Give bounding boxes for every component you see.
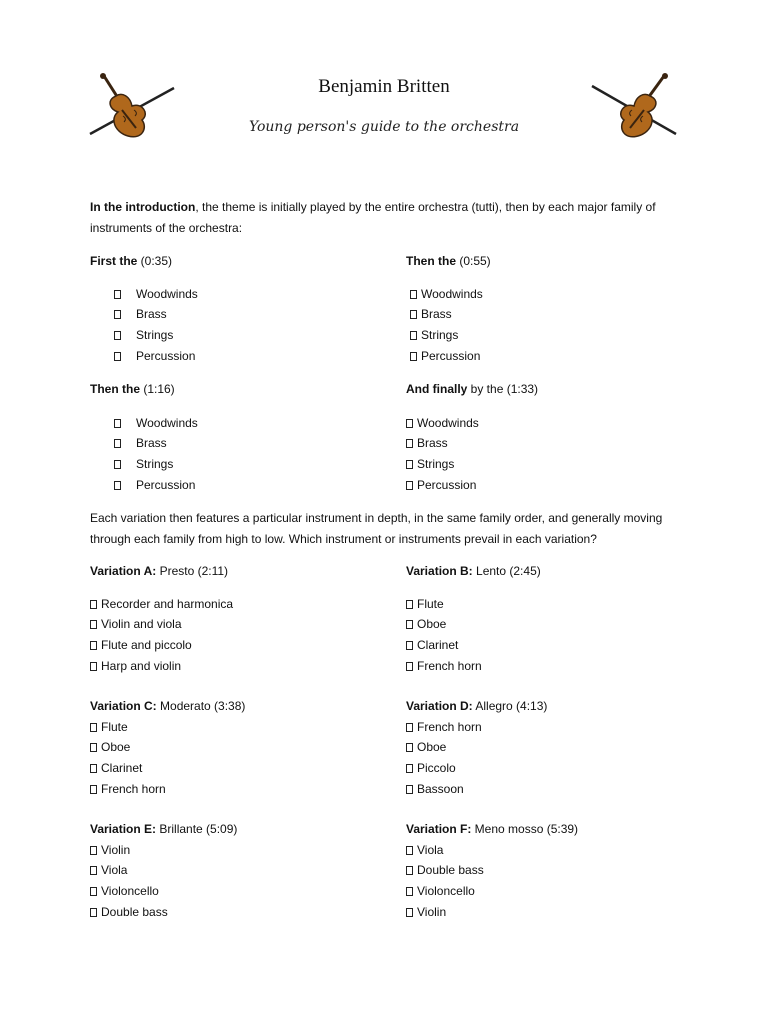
intro-keyword: In the introduction — [90, 200, 196, 214]
checkbox-icon[interactable] — [114, 460, 121, 469]
checkbox-option[interactable]: Violin and viola — [90, 614, 390, 635]
checkbox-icon[interactable] — [114, 352, 121, 361]
checkbox-icon[interactable] — [406, 908, 413, 917]
checkbox-option[interactable]: Piccolo — [406, 758, 706, 779]
violin-icon — [588, 70, 680, 142]
checkbox-option[interactable]: Woodwinds — [406, 284, 706, 305]
checkbox-option[interactable]: Violin — [406, 902, 706, 923]
checkbox-icon[interactable] — [410, 290, 417, 299]
checkbox-option[interactable]: Strings — [90, 454, 390, 475]
variation-label: Variation F: — [406, 822, 472, 836]
section-label: And finally — [406, 382, 468, 396]
checkbox-icon[interactable] — [90, 600, 97, 609]
checkbox-option[interactable]: Woodwinds — [90, 413, 390, 434]
checkbox-option[interactable]: Woodwinds — [406, 413, 706, 434]
checkbox-option[interactable]: Violoncello — [90, 881, 390, 902]
checkbox-option[interactable]: Double bass — [406, 860, 706, 881]
variations-paragraph: Each variation then features a particular instrument in depth, in the same family order, and generally moving through each family from high to low. Which instrument or instruments prevail in each variation? — [90, 511, 663, 546]
checkbox-icon[interactable] — [406, 887, 413, 896]
checkbox-option[interactable]: French horn — [406, 717, 706, 738]
checkbox-icon[interactable] — [90, 764, 97, 773]
checkbox-icon[interactable] — [90, 620, 97, 629]
checkbox-icon[interactable] — [406, 600, 413, 609]
checkbox-option[interactable]: Woodwinds — [90, 284, 390, 305]
checkbox-icon[interactable] — [114, 481, 121, 490]
checkbox-icon[interactable] — [406, 460, 413, 469]
checkbox-option[interactable]: Oboe — [406, 614, 706, 635]
section-finally — [406, 379, 706, 496]
variation-label: Variation C: — [90, 699, 157, 713]
section-label: Then the — [406, 254, 456, 268]
variation-label: Variation E: — [90, 822, 157, 836]
intro-text: , the theme is initially played by the entire orchestra (tutti), then by each major family of instruments of the orchestra: — [90, 200, 656, 235]
checkbox-icon[interactable] — [406, 481, 413, 490]
checkbox-icon[interactable] — [90, 887, 97, 896]
checkbox-icon[interactable] — [90, 866, 97, 875]
checkbox-option[interactable]: Oboe — [90, 737, 390, 758]
section-first — [90, 251, 390, 367]
checkbox-option[interactable]: Strings — [406, 454, 706, 475]
checkbox-icon[interactable] — [410, 352, 417, 361]
checkbox-icon[interactable] — [410, 310, 417, 319]
page-subtitle: Young person's guide to the orchestra — [248, 119, 520, 135]
checkbox-icon[interactable] — [406, 866, 413, 875]
checkbox-option[interactable]: Viola — [406, 840, 706, 861]
checkbox-option[interactable]: Percussion — [90, 475, 390, 496]
checkbox-option[interactable]: Flute and piccolo — [90, 635, 390, 656]
variation-d — [406, 696, 706, 800]
checkbox-option[interactable]: Viola — [90, 860, 390, 881]
checkbox-option[interactable]: Brass — [90, 304, 390, 325]
checkbox-option[interactable]: Brass — [406, 304, 706, 325]
checkbox-option[interactable]: Bassoon — [406, 779, 706, 800]
variation-tempo: Allegro (4:13) — [472, 699, 548, 713]
checkbox-option[interactable]: Double bass — [90, 902, 390, 923]
checkbox-icon[interactable] — [114, 419, 121, 428]
checkbox-option[interactable]: Clarinet — [90, 758, 390, 779]
checkbox-option[interactable]: French horn — [406, 656, 706, 677]
checkbox-icon[interactable] — [114, 310, 121, 319]
variation-c — [90, 696, 390, 800]
checkbox-icon[interactable] — [90, 743, 97, 752]
variation-tempo: Presto (2:11) — [156, 564, 229, 578]
checkbox-option[interactable]: Harp and violin — [90, 656, 390, 677]
section-time: (1:16) — [140, 382, 175, 396]
checkbox-icon[interactable] — [406, 439, 413, 448]
checkbox-icon[interactable] — [406, 419, 413, 428]
section-time: (0:55) — [456, 254, 491, 268]
checkbox-icon[interactable] — [90, 641, 97, 650]
checkbox-icon[interactable] — [406, 620, 413, 629]
checkbox-icon[interactable] — [90, 908, 97, 917]
checkbox-option[interactable]: Brass — [406, 433, 706, 454]
section-label: Then the — [90, 382, 140, 396]
checkbox-icon[interactable] — [114, 439, 121, 448]
intro-paragraph — [90, 197, 670, 238]
checkbox-option[interactable]: Percussion — [406, 346, 706, 367]
variation-tempo: Meno mosso (5:39) — [471, 822, 579, 836]
checkbox-option[interactable]: Clarinet — [406, 635, 706, 656]
variation-label: Variation B: — [406, 564, 473, 578]
checkbox-option[interactable]: Oboe — [406, 737, 706, 758]
variation-label: Variation A: — [90, 564, 157, 578]
checkbox-option[interactable]: Brass — [90, 433, 390, 454]
checkbox-icon[interactable] — [90, 846, 97, 855]
checkbox-option[interactable]: Flute — [90, 717, 390, 738]
checkbox-icon[interactable] — [406, 662, 413, 671]
checkbox-option[interactable]: Strings — [90, 325, 390, 346]
variation-b — [406, 561, 706, 677]
section-time: by the (1:33) — [467, 382, 539, 396]
checkbox-icon[interactable] — [114, 331, 121, 340]
checkbox-icon[interactable] — [406, 641, 413, 650]
checkbox-icon[interactable] — [406, 764, 413, 773]
variation-f — [406, 819, 706, 923]
checkbox-option[interactable]: French horn — [90, 779, 390, 800]
variation-a — [90, 561, 390, 677]
checkbox-option[interactable]: Flute — [406, 594, 706, 615]
variation-e — [90, 819, 390, 923]
variation-tempo: Moderato (3:38) — [156, 699, 246, 713]
checkbox-icon[interactable] — [406, 846, 413, 855]
checkbox-icon[interactable] — [114, 290, 121, 299]
variation-tempo: Lento (2:45) — [472, 564, 541, 578]
checkbox-option[interactable]: Violoncello — [406, 881, 706, 902]
checkbox-icon[interactable] — [90, 723, 97, 732]
checkbox-icon[interactable] — [406, 743, 413, 752]
variation-label: Variation D: — [406, 699, 473, 713]
section-then-1 — [406, 251, 706, 367]
page-title: Benjamin Britten — [318, 76, 450, 97]
checkbox-option[interactable]: Percussion — [90, 346, 390, 367]
section-label: First the — [90, 254, 138, 268]
checkbox-icon[interactable] — [410, 331, 417, 340]
checkbox-option[interactable]: Strings — [406, 325, 706, 346]
checkbox-icon[interactable] — [90, 785, 97, 794]
checkbox-icon[interactable] — [406, 723, 413, 732]
section-time: (0:35) — [137, 254, 173, 268]
checkbox-option[interactable]: Recorder and harmonica — [90, 594, 390, 615]
section-then-2 — [90, 379, 390, 496]
variation-tempo: Brillante (5:09) — [156, 822, 238, 836]
checkbox-icon[interactable] — [406, 785, 413, 794]
checkbox-option[interactable]: Percussion — [406, 475, 706, 496]
checkbox-icon[interactable] — [90, 662, 97, 671]
checkbox-option[interactable]: Violin — [90, 840, 390, 861]
